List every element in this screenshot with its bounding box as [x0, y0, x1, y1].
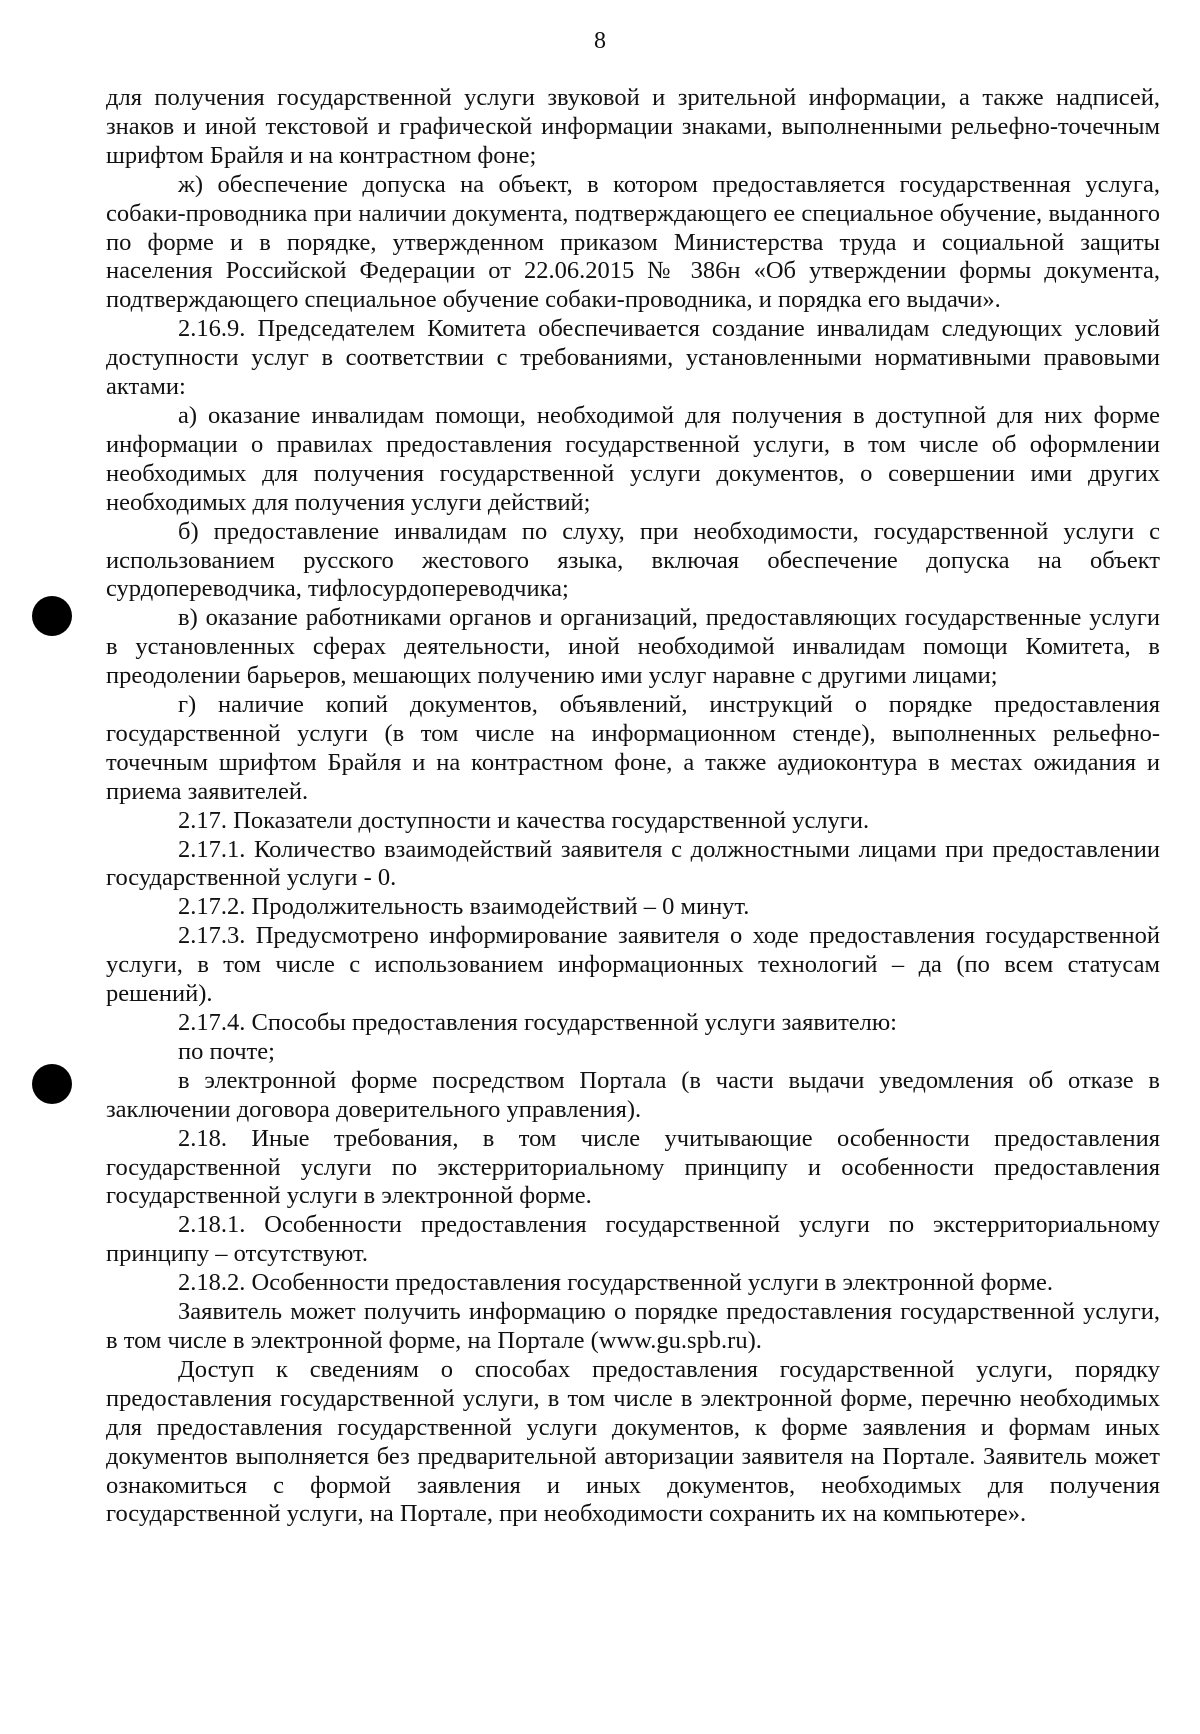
paragraph: 2.17.1. Количество взаимодействий заявителя с должностными лицами при предоставлении государственной услуги - 0.	[106, 835, 1160, 892]
paragraph: Заявитель может получить информацию о порядке предоставления государственной услуги, в том числе в электронной форме, на Портале (www.gu.spb.ru).	[106, 1298, 1160, 1354]
paragraph: Доступ к сведениям о способах предоставления государственной услуги, порядку предоставления государственной услуги, в том числе в электронной форме, перечню необходимых для предоставления государственной услуги документов, к форме заявления и формам иных документов выполняется без предварительной авторизации заявителя на Портале. Заявитель может ознакомиться с формой заявления и иных документов, необходимых для получения государственной услуги, на Портале, при необходимости сохранить их на компьютере».	[106, 1355, 1160, 1528]
paragraph: ж) обеспечение допуска на объект, в котором предоставляется государственная услуга, собаки-проводника при наличии документа, подтверждающего ее специальное обучение, выданного по форме и в порядке, утвержденном приказом Министерства труда и социальной защиты населения Российской Федерации от 22.06.2015 № 386н «Об утверждении формы документа, подтверждающего специальное обучение собаки-проводника, и порядка его выдачи».	[106, 170, 1160, 314]
paragraph: 2.18.2. Особенности предоставления государственной услуги в электронной форме.	[178, 1269, 1053, 1297]
paragraph: б) предоставление инвалидам по слуху, при необходимости, государственной услуги с использованием русского жестового языка, включая обеспечение допуска на объект сурдопереводчика, тифлосурдопереводчика;	[106, 517, 1160, 603]
paragraph: 2.17.2. Продолжительность взаимодействий – 0 минут.	[178, 893, 750, 921]
document-body	[106, 84, 1160, 1529]
list-item: по почте;	[178, 1037, 275, 1065]
paragraph: а) оказание инвалидам помощи, необходимой для получения в доступной для них форме информации о правилах предоставления государственной услуги, в том числе об оформлении необходимых для получения государственной услуги документов, о совершении ими других необходимых для получения услуги действий;	[106, 401, 1160, 516]
paragraph: для получения государственной услуги звуковой и зрительной информации, а также надписей, знаков и иной текстовой и графической информации знаками, выполненными рельефно-точечным шрифтом Брайля и на контрастном фоне;	[106, 84, 1160, 169]
paragraph: г) наличие копий документов, объявлений, инструкций о порядке предоставления государственной услуги (в том числе на информационном стенде), выполненных рельефно-точечным шрифтом Брайля и на контрастном фоне, а также аудиоконтура в местах ожидания и приема заявителей.	[106, 691, 1160, 805]
paragraph: 2.17.3. Предусмотрено информирование заявителя о ходе предоставления государственной услуги, в том числе с использованием информационных технологий – да (по всем статусам решений).	[106, 922, 1160, 1008]
paragraph: 2.16.9. Председателем Комитета обеспечивается создание инвалидам следующих условий доступности услуг в соответствии с требованиями, установленными нормативными правовыми актами:	[106, 315, 1160, 401]
section-heading: 2.17. Показатели доступности и качества государственной услуги.	[178, 806, 870, 834]
page-number: 8	[594, 28, 606, 54]
paragraph: 2.18.1. Особенности предоставления государственной услуги по экстерриториальному принципу – отсутствуют.	[106, 1211, 1160, 1268]
paragraph: 2.17.4. Способы предоставления государственной услуги заявителю:	[178, 1009, 897, 1036]
hole-punch-mark	[32, 1064, 72, 1104]
section-heading: 2.18. Иные требования, в том числе учитывающие особенности предоставления государственной услуги по экстерриториальному принципу и особенности предоставления государственной услуги в электронной форме.	[106, 1124, 1160, 1210]
paragraph: в) оказание работниками органов и организаций, предоставляющих государственные услуги в установленных сферах деятельности, иной необходимой инвалидам помощи Комитета, в преодолении барьеров, мешающих получению ими услуг наравне с другими лицами;	[106, 604, 1160, 690]
list-item: в электронной форме посредством Портала (в части выдачи уведомления об отказе в заключении договора доверительного управления).	[106, 1066, 1160, 1123]
hole-punch-mark	[32, 596, 72, 636]
